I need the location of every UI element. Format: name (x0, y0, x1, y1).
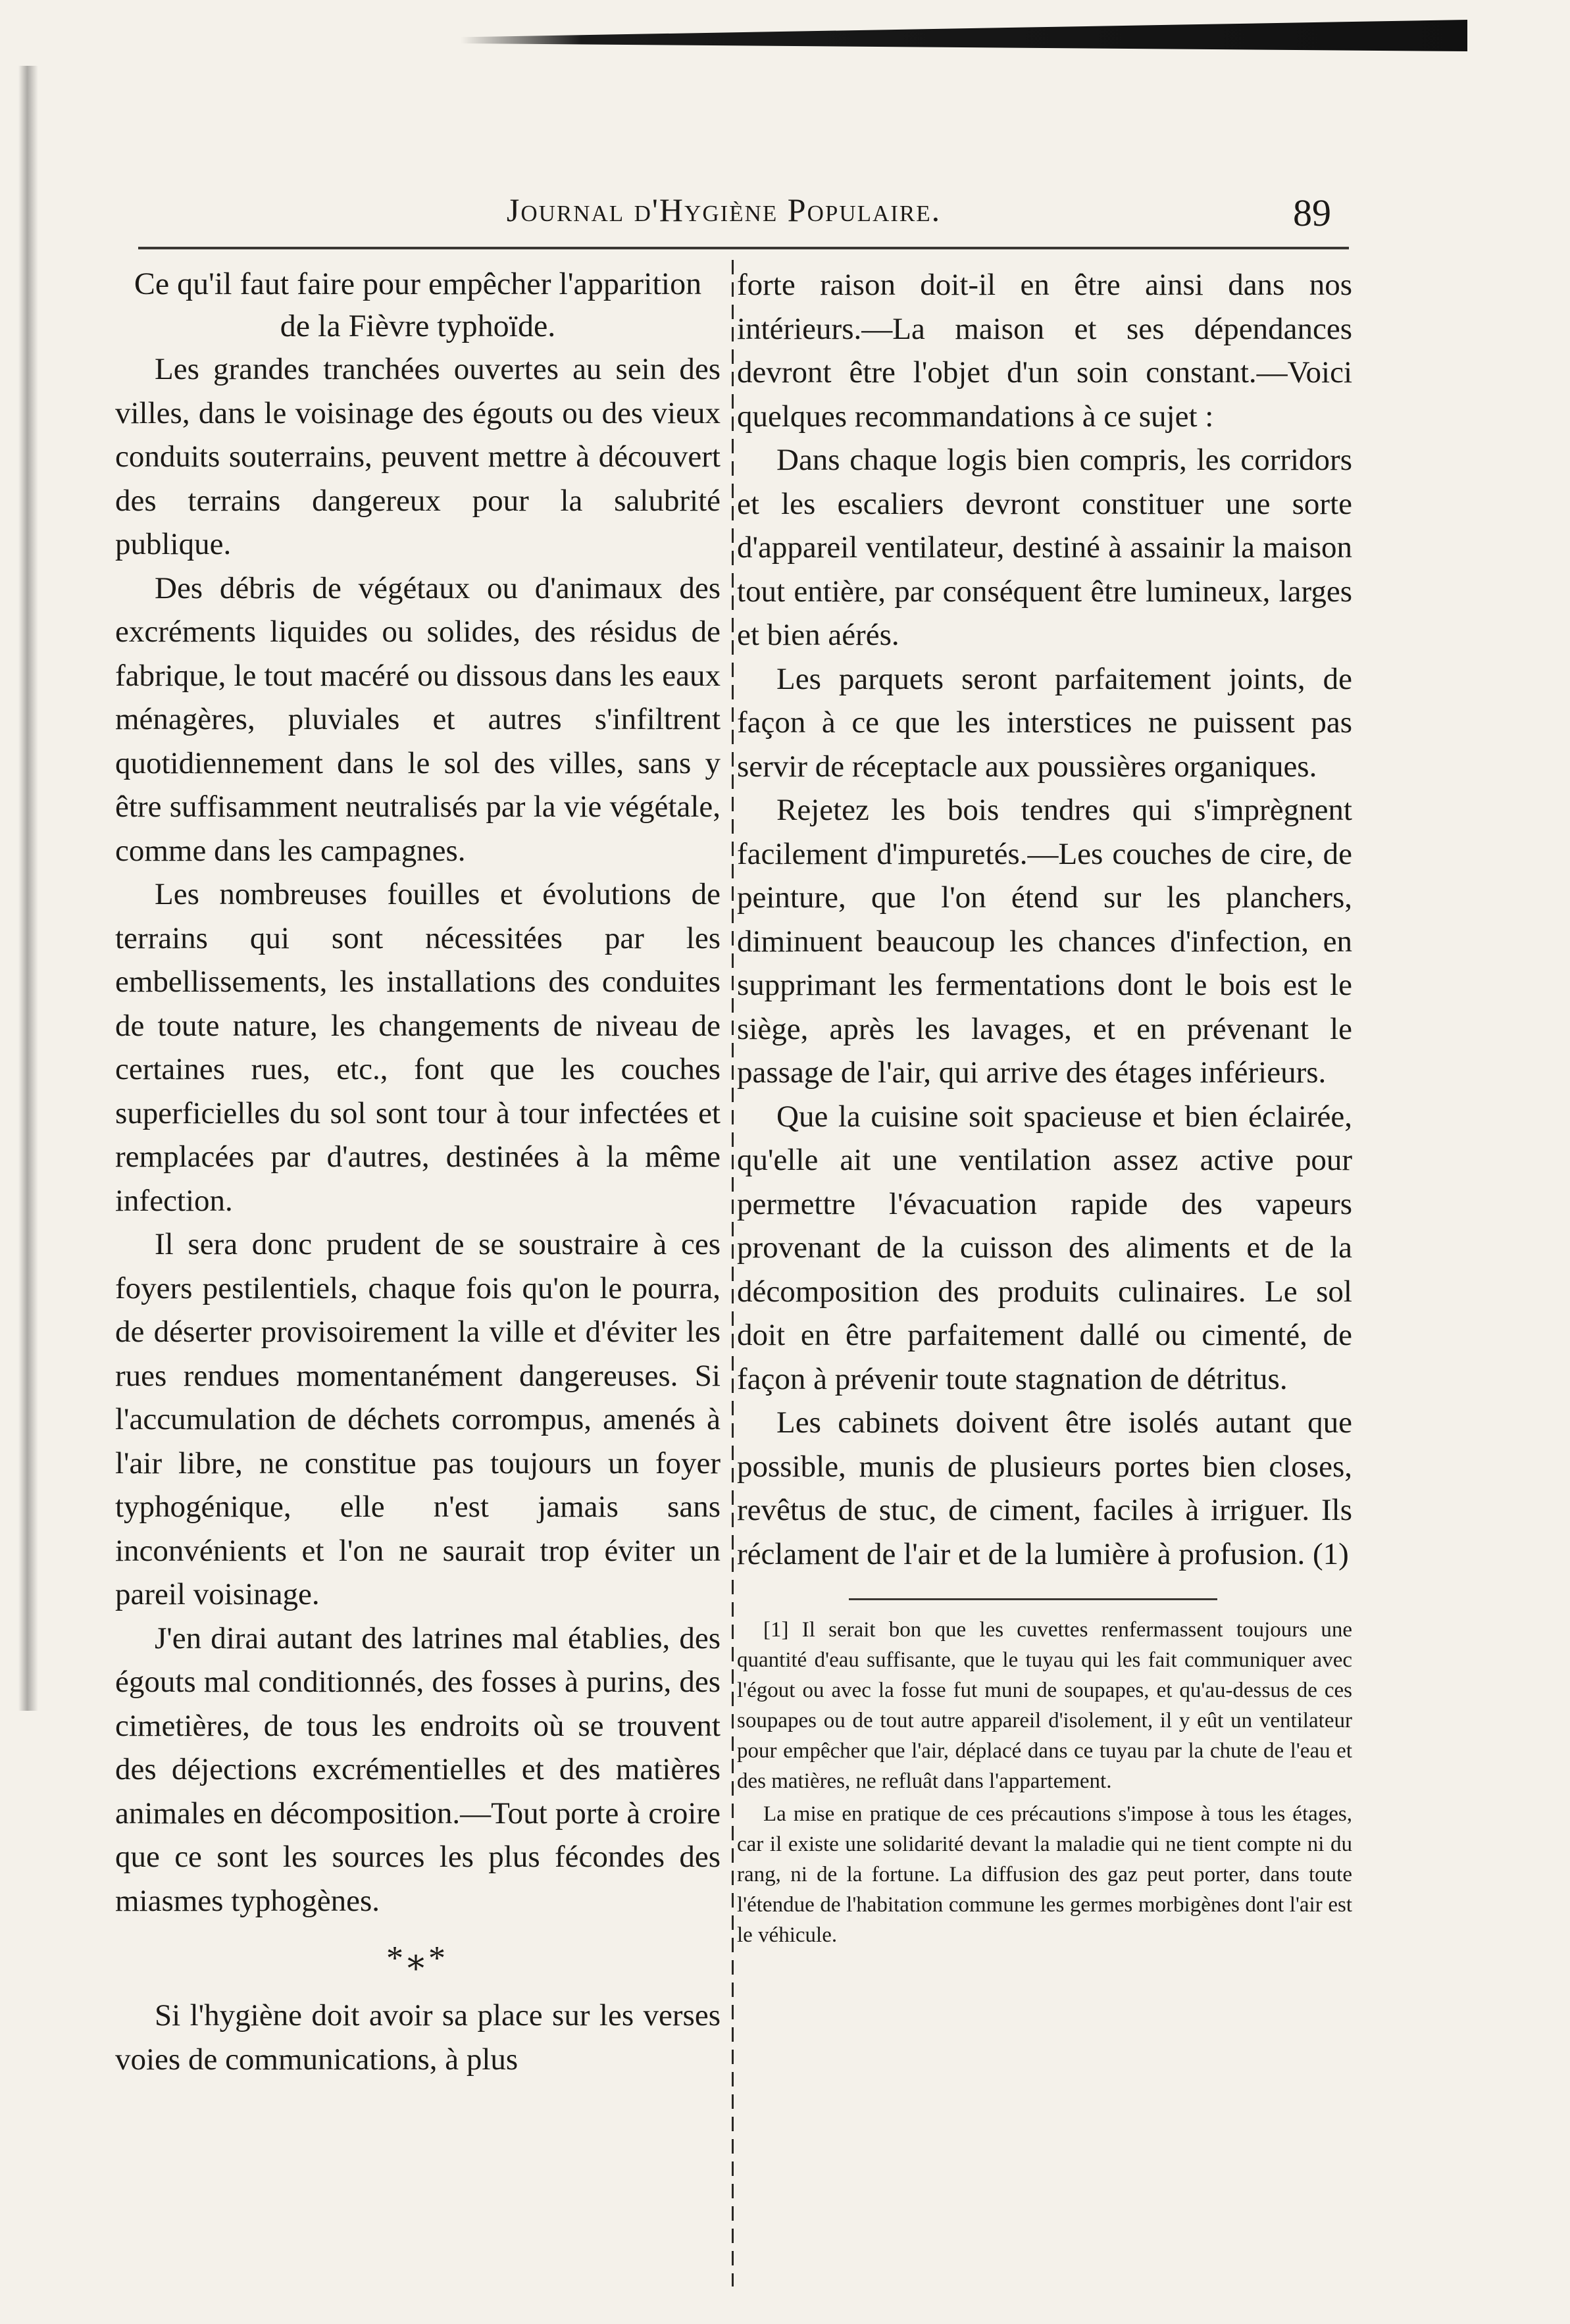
top-scan-rule (461, 20, 1467, 51)
running-header (0, 191, 1570, 243)
paragraph: Il sera donc prudent de se soustraire à ces foyers pestilentiels, chaque fois qu'on le pourra, de déserter provisoirement la ville et d'éviter les rues rendues momentanément dangereuses. Si l'accumulation de déchets corrompus, amenés à l'air libre, ne constitue pas toujours un foyer typhogénique, elle n'est jamais sans inconvénients et l'on ne saurait trop éviter un pareil voisinage. (115, 1227, 721, 1611)
heading-line-1: Ce qu'il faut faire pour empêcher l'apparition (134, 266, 702, 301)
footnote: [1] Il serait bon que les cuvettes renfermassent toujours une quantité d'eau suffisante, que le tuyau qui les fait communiquer avec l'égout ou avec la fosse fut muni de soupapes, et qu'au-dessus de ces soupapes ou de tout autre appareil d'isolement, il y eût un ventilateur pour empêcher que l'air, déplacé dans ce tuyau par la chute de l'eau et des matières, ne refluât dans l'appartement. (737, 1618, 1352, 1793)
column-divider (732, 260, 734, 2286)
right-column (737, 263, 1352, 1953)
paragraph: J'en dirai autant des latrines mal établies, des égouts mal conditionnés, des fosses à purins, des cimetières, de tous les endroits où se trouvent des déjections excrémentielles et des matières animales en décomposition.—Tout porte à croire que ce sont les sources les plus fécondes des miasmes typhogènes. (115, 1621, 721, 1918)
left-column (115, 263, 721, 2081)
paragraph: Les grandes tranchées ouvertes au sein des villes, dans le voisinage des égouts ou des vieux conduits souterrains, peuvent mettre à découvert des terrains dangereux pour la salubrité publique. (115, 352, 721, 561)
footnote-block (737, 1615, 1352, 1950)
page-number: 89 (1293, 191, 1331, 234)
footnote-rule (849, 1598, 1217, 1600)
journal-title: Journal d'Hygiène Populaire. (506, 191, 942, 228)
section-ornament: *⁎* (386, 1940, 449, 1977)
heading-line-2: de la Fièvre typhoïde. (280, 309, 556, 343)
paragraph: Les cabinets doivent être isolés autant que possible, munis de plusieurs portes bien closes, revêtus de stuc, de ciment, faciles à irriguer. Ils réclament de l'air et de la lumière à profusion. (1) (737, 1405, 1352, 1571)
footnote: La mise en pratique de ces précautions s'impose à tous les étages, car il existe une solidarité devant la maladie qui ne tient compte ni du rang, ni de la fortune. La diffusion des gaz peut porter, dans toute l'étendue de l'habitation commune les germes morbigènes dont l'air est le véhicule. (737, 1802, 1352, 1947)
paragraph-continued: forte raison doit-il en être ainsi dans nos intérieurs.—La maison et ses dépendances devront être l'objet d'un soin constant.—Voici quelques recommandations à ce sujet : (737, 268, 1352, 434)
article-heading (115, 263, 721, 347)
paragraph: Des débris de végétaux ou d'animaux des excréments liquides ou solides, des résidus de fabrique, le tout macéré ou dissous dans les eaux ménagères, pluviales et autres s'infiltrent quotidiennement dans le sol des villes, sans y être suffisamment neutralisés par la vie végétale, comme dans les campagnes. (115, 570, 721, 868)
header-rule (138, 247, 1349, 249)
paragraph: Les nombreuses fouilles et évolutions de terrains qui sont nécessitées par les embellissements, les installations des conduites de toute nature, les changements de niveau de certaines rues, etc., font que les couches superficielles du sol sont tour à tour infectées et remplacées par d'autres, destinées à la même infection. (115, 877, 721, 1218)
paragraph: Si l'hygiène doit avoir sa place sur les verses voies de communications, à plus (115, 1998, 721, 2077)
paragraph: Que la cuisine soit spacieuse et bien éclairée, qu'elle ait une ventilation assez active pour permettre l'évacuation rapide des vapeurs provenant de la cuisson des aliments et de la décomposition des produits culinaires. Le sol doit en être parfaitement dallé ou cimenté, de façon à prévenir toute stagnation de détritus. (737, 1099, 1352, 1396)
page-edge-shadow (18, 66, 38, 1711)
paragraph: Les parquets seront parfaitement joints, de façon à ce que les interstices ne puissent pas servir de réceptacle aux poussières organiques. (737, 661, 1352, 784)
paragraph: Dans chaque logis bien compris, les corridors et les escaliers devront constituer une sorte d'appareil ventilateur, destiné à assainir la maison tout entière, par conséquent être lumineux, larges et bien aérés. (737, 443, 1352, 652)
paragraph: Rejetez les bois tendres qui s'imprègnent facilement d'impuretés.—Les couches de cire, de peinture, que l'on étend sur les planchers, diminuent beaucoup les chances d'infection, en supprimant les fermentations dont le bois est le siège, après les lavages, et en prévenant le passage de l'air, qui arrive des étages inférieurs. (737, 793, 1352, 1090)
